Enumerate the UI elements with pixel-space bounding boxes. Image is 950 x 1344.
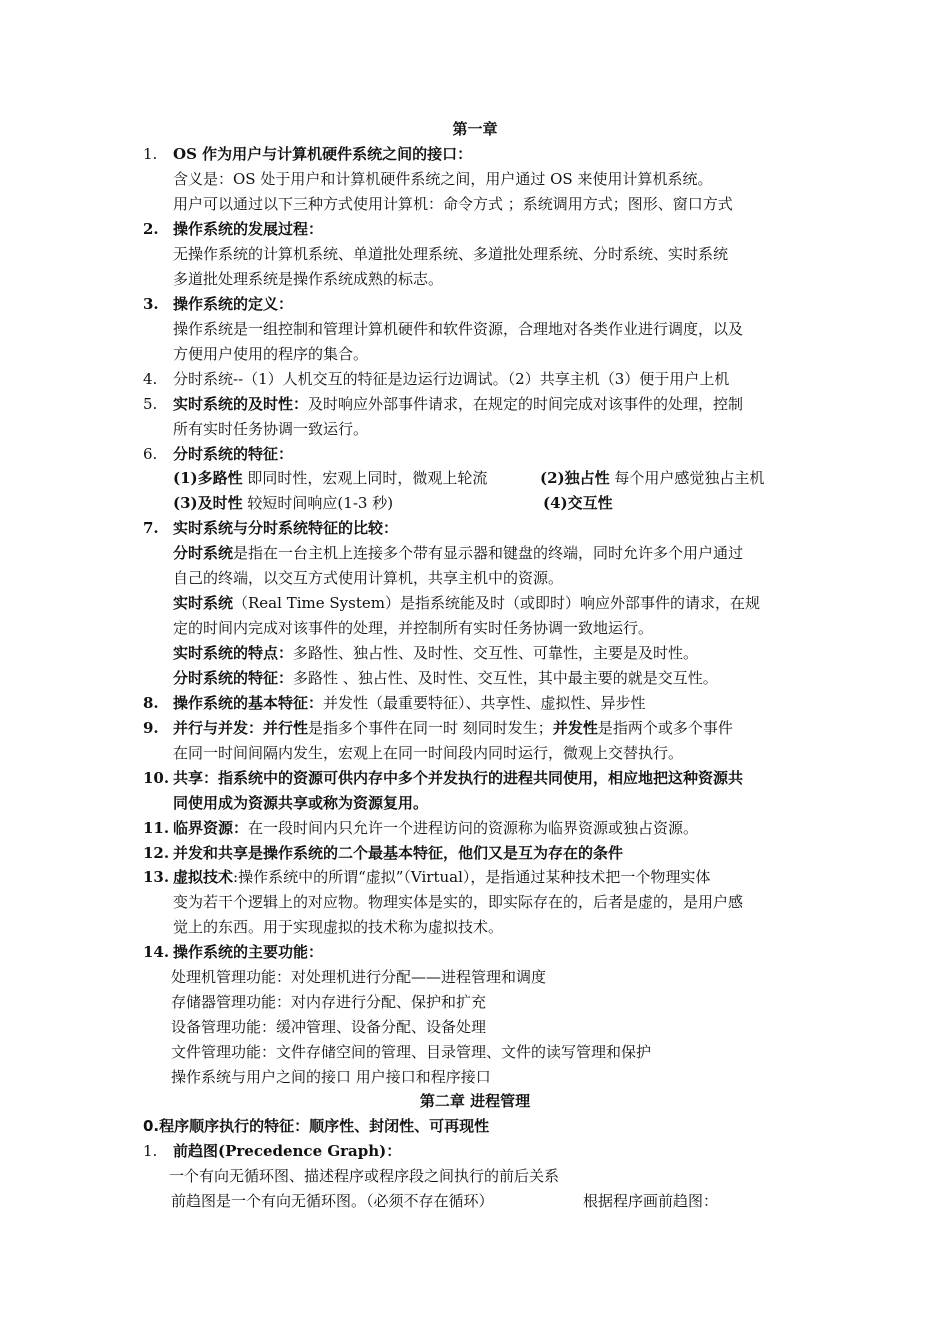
chapter-2-item-1-title: 前趋图(Precedence Graph)：	[173, 1142, 402, 1160]
item-11-title: 临界资源：	[173, 819, 249, 837]
item-number: 10.	[143, 769, 170, 787]
item-5-text: 及时响应外部事件请求，在规定的时间完成对该事件的处理，控制	[308, 395, 744, 413]
item-7-para-2-line-1	[173, 592, 760, 614]
item-1-heading	[143, 143, 472, 165]
feature-label: (1)多路性	[173, 469, 243, 487]
item-10-line-1	[143, 767, 743, 789]
term: 并行性	[263, 719, 309, 737]
item-14-line-4: 文件管理功能：文件存储空间的管理、目录管理、文件的读写管理和保护	[171, 1043, 652, 1061]
item-14-line-2: 存储器管理功能：对内存进行分配、保护和扩充	[171, 993, 487, 1011]
item-number: 1.	[143, 145, 158, 163]
item-5-line-2: 所有实时任务协调一致运行。	[173, 420, 369, 438]
item-7-para-1-line-2: 自己的终端，以交互方式使用计算机，共享主机中的资源。	[173, 569, 564, 587]
feature-text: 即同时性，宏观上同时，微观上轮流	[247, 469, 488, 487]
item-7-heading	[143, 517, 398, 539]
item-7-para-1-line-1	[173, 542, 743, 564]
term: 分时系统的特征：	[173, 669, 294, 687]
item-3-line-2: 方便用户使用的程序的集合。	[173, 345, 369, 363]
item-5-line-1	[143, 393, 743, 415]
item-3-title: 操作系统的定义：	[173, 295, 294, 313]
term: 实时系统的特点：	[173, 644, 294, 662]
item-number: 13.	[143, 868, 170, 886]
term: 实时系统	[173, 594, 234, 612]
item-2-line-2: 多道批处理系统是操作系统成熟的标志。	[173, 270, 444, 288]
item-13-line-3: 觉上的东西。用于实现虚拟的技术称为虚拟技术。	[173, 918, 504, 936]
chapter-2-item-1-heading	[143, 1140, 401, 1162]
item-number: 2.	[143, 220, 159, 238]
item-5-title: 实时系统的及时性：	[173, 395, 309, 413]
feature-text: 较短时间响应(1-3 秒)	[247, 494, 394, 512]
item-13-title: 虚拟技术	[173, 868, 234, 886]
item-8	[143, 692, 646, 714]
item-7-para-4	[173, 667, 718, 689]
item-number: 4.	[143, 370, 158, 388]
item-number: 6.	[143, 445, 158, 463]
item-11	[143, 817, 698, 839]
item-9-line-2: 在同一时间间隔内发生，宏观上在同一时间段内同时运行，微观上交替执行。	[173, 744, 684, 762]
term: 分时系统	[173, 544, 234, 562]
item-7-para-3	[173, 642, 698, 664]
item-8-text: 并发性（最重要特征）、共享性、虚拟性、异步性	[323, 694, 646, 712]
item-6-feature-b	[540, 467, 764, 489]
item-6-title: 分时系统的特征：	[173, 445, 294, 463]
definition: 是指两个或多个事件	[597, 719, 733, 737]
chapter-2-item-0: 0.程序顺序执行的特征：顺序性、封闭性、可再现性	[143, 1117, 490, 1135]
item-3-line-1: 操作系统是一组控制和管理计算机硬件和软件资源，合理地对各类作业进行调度，以及	[173, 320, 744, 338]
item-number: 12.	[143, 844, 170, 862]
item-13-line-1	[143, 866, 710, 888]
definition: 是指在一台主机上连接多个带有显示器和键盘的终端，同时允许多个用户通过	[233, 544, 744, 562]
item-number: 14.	[143, 943, 170, 961]
item-7-para-2-line-2: 定的时间内完成对该事件的处理，并控制所有实时任务协调一致地运行。	[173, 619, 654, 637]
definition: 多路性、独占性、及时性、交互性、可靠性，主要是及时性。	[293, 644, 699, 662]
feature-label: (3)及时性	[173, 494, 243, 512]
item-1-line-2: 用户可以通过以下三种方式使用计算机：命令方式 ；系统调用方式；图形、窗口方式	[173, 195, 733, 213]
item-6-feature-c	[173, 492, 393, 514]
chapter-1-title: 第一章	[452, 120, 498, 138]
feature-label: (2)独占性	[540, 469, 610, 487]
item-4-text: 分时系统--（1）人机交互的特征是边运行边调试。（2）共享主机（3）便于用户上机	[173, 370, 730, 388]
item-10-text: 共享：指系统中的资源可供内存中多个并发执行的进程共同使用，相应地把这种资源共	[173, 769, 744, 787]
chapter-2-item-1-line-2: 前趋图是一个有向无循环图。（必须不存在循环）	[171, 1192, 494, 1210]
definition: （Real Time System）是指系统能及时（或即时）响应外部事件的请求，在规	[233, 594, 760, 612]
item-8-title: 操作系统的基本特征：	[173, 694, 324, 712]
term: 并发性	[552, 719, 598, 737]
item-7-title: 实时系统与分时系统特征的比较：	[173, 519, 399, 537]
item-14-heading	[143, 941, 323, 963]
chapter-2-item-1-line-2b: 根据程序画前趋图：	[583, 1192, 719, 1210]
chapter-2-item-1-line-1: 一个有向无循环图、描述程序或程序段之间执行的前后关系	[169, 1167, 560, 1185]
item-number: 8.	[143, 694, 159, 712]
item-13-text: :操作系统中的所谓“虚拟”（Virtual），是指通过某种技术把一个物理实体	[233, 868, 711, 886]
item-3-heading	[143, 293, 293, 315]
item-9-line-1	[143, 717, 733, 739]
item-14-line-5: 操作系统与用户之间的接口 用户接口和程序接口	[171, 1068, 491, 1086]
definition: 多路性 、独占性、及时性、交互性，其中最主要的就是交互性。	[293, 669, 718, 687]
item-14-title: 操作系统的主要功能：	[173, 943, 324, 961]
item-6-heading	[143, 443, 293, 465]
item-number: 9.	[143, 719, 159, 737]
item-6-feature-a	[173, 467, 487, 489]
item-number: 3.	[143, 295, 159, 313]
feature-text: 每个用户感觉独占主机	[614, 469, 765, 487]
item-1-line-1: 含义是：OS 处于用户和计算机硬件系统之间，用户通过 OS 来使用计算机系统。	[173, 170, 713, 188]
item-6-feature-d: (4)交互性	[543, 494, 613, 512]
item-2-title: 操作系统的发展过程：	[173, 220, 324, 238]
item-9-title: 并行与并发：	[173, 719, 264, 737]
item-4	[143, 368, 729, 390]
item-12-text: 并发和共享是操作系统的二个最基本特征，他们又是互为存在的条件	[173, 844, 624, 862]
item-number: 5.	[143, 395, 158, 413]
chapter-2-title: 第二章 进程管理	[419, 1092, 531, 1110]
item-1-title: OS 作为用户与计算机硬件系统之间的接口：	[173, 145, 473, 163]
item-number: 11.	[143, 819, 170, 837]
item-14-line-3: 设备管理功能：缓冲管理、设备分配、设备处理	[171, 1018, 487, 1036]
item-10-line-2: 同使用成为资源共享或称为资源复用。	[173, 794, 429, 812]
item-14-line-1: 处理机管理功能：对处理机进行分配——进程管理和调度	[171, 968, 547, 986]
item-number: 7.	[143, 519, 159, 537]
item-13-line-2: 变为若干个逻辑上的对应物。物理实体是实的，即实际存在的，后者是虚的，是用户感	[173, 893, 744, 911]
item-2-heading	[143, 218, 323, 240]
item-11-text: 在一段时间内只允许一个进程访问的资源称为临界资源或独占资源。	[248, 819, 699, 837]
item-number: 1.	[143, 1142, 158, 1160]
item-2-line-1: 无操作系统的计算机系统、单道批处理系统、多道批处理系统、分时系统、实时系统	[173, 245, 729, 263]
definition: 是指多个事件在同一时 刻同时发生；	[308, 719, 553, 737]
item-12	[143, 842, 623, 864]
